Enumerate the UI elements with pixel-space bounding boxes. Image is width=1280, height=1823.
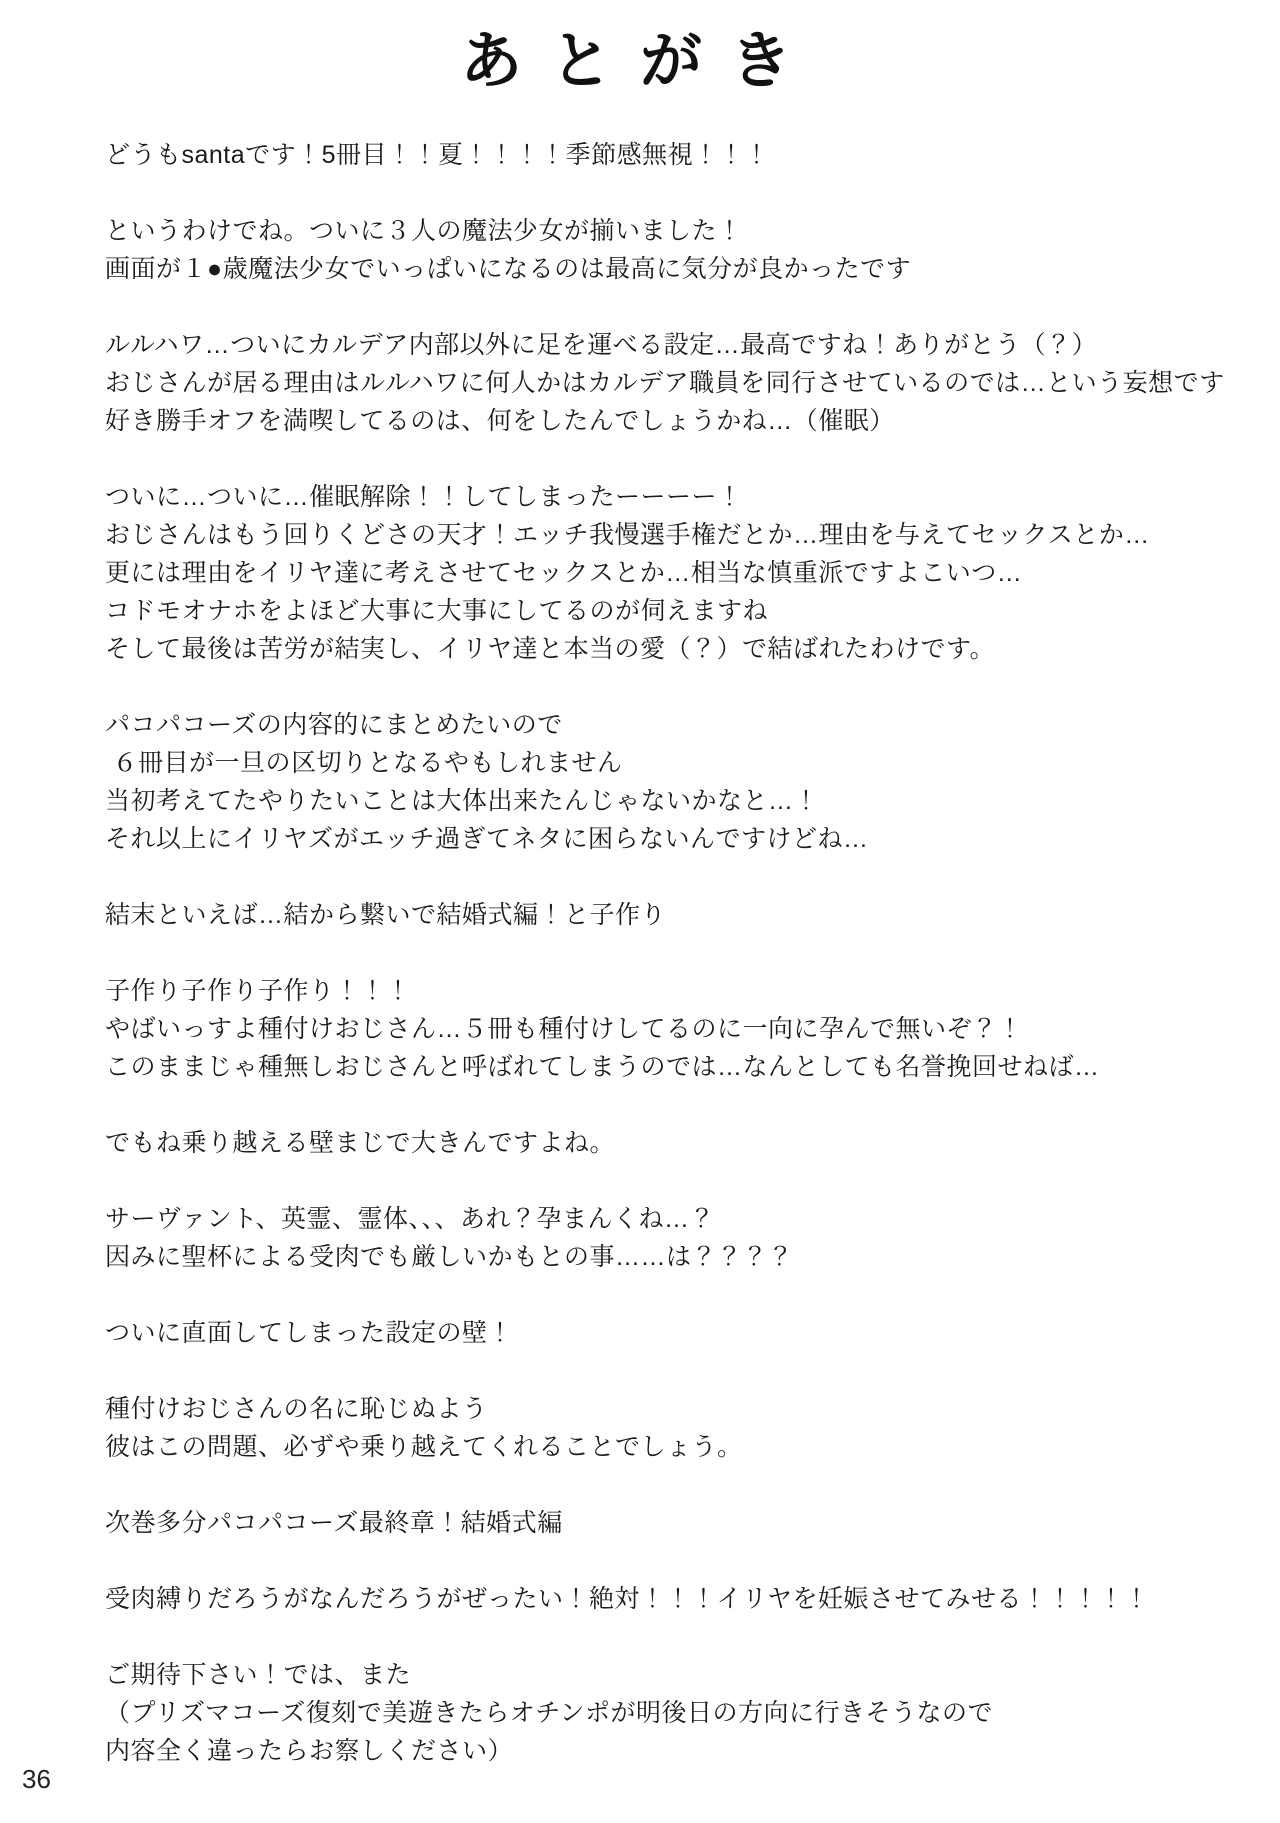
- text-line: サーヴァント、英霊、霊体、、、あれ？孕まんくね…？: [105, 1205, 716, 1233]
- text-line: 子作り子作り子作り！！！: [105, 977, 412, 1005]
- text-line: ルルハワ…ついにカルデア内部以外に足を運べる設定…最高ですね！ありがとう（？）: [105, 331, 1098, 359]
- text-line: 次巻多分パコパコーズ最終章！結婚式編: [105, 1509, 563, 1537]
- text-line: 受肉縛りだろうがなんだろうがぜったい！絶対！！！イリヤを妊娠させてみせる！！！！！: [105, 1585, 1150, 1613]
- text-line: ご期待下さい！では、また: [105, 1661, 412, 1689]
- paragraph: [105, 706, 1230, 858]
- text-line: パコパコーズの内容的にまとめたいので: [105, 711, 563, 739]
- paragraph: [105, 972, 1230, 1086]
- text-line: 結末といえば…結から繋いで結婚式編！と子作り: [105, 901, 667, 929]
- text-line: 更には理由をイリヤ達に考えさせてセックスとか…相当な慎重派ですよこいつ…: [105, 559, 1023, 587]
- text-line: このままじゃ種無しおじさんと呼ばれてしまうのでは…なんとしても名誉挽回せねば…: [105, 1053, 1100, 1081]
- paragraph: [105, 1124, 1230, 1162]
- text-line: というわけでね。ついに３人の魔法少女が揃いました！: [105, 217, 743, 245]
- paragraph: [105, 1656, 1230, 1770]
- text-line: コドモオナホをよほど大事に大事にしてるのが伺えますね: [105, 597, 769, 625]
- paragraph: [105, 212, 1230, 288]
- text-line: （プリズマコーズ復刻で美遊きたらオチンポが明後日の方向に行きそうなので: [105, 1699, 994, 1727]
- text-line: 因みに聖杯による受肉でも厳しいかもとの事……は？？？？: [105, 1243, 794, 1271]
- text-line: どうもsantaです！5冊目！！夏！！！！季節感無視！！！: [105, 141, 770, 169]
- paragraph: [105, 1580, 1230, 1618]
- page-number: 36: [22, 1764, 51, 1794]
- text-line: 種付けおじさんの名に恥じぬよう: [105, 1395, 488, 1423]
- text-line: 彼はこの問題、必ずや乗り越えてくれることでしょう。: [105, 1433, 743, 1461]
- text-line: ６冊目が一旦の区切りとなるやもしれません: [105, 749, 623, 777]
- text-line: 好き勝手オフを満喫してるのは、何をしたんでしょうかね…（催眠）: [105, 407, 895, 435]
- text-line: それ以上にイリヤズがエッチ過ぎてネタに困らないんですけどね…: [105, 825, 869, 853]
- text-line: やばいっすよ種付けおじさん…５冊も種付けしてるのに一向に孕んで無いぞ？！: [105, 1015, 1024, 1043]
- paragraph: [105, 326, 1230, 440]
- text-line: ついに…ついに…催眠解除！！してしまったーーーー！: [105, 483, 743, 511]
- text-line: 当初考えてたやりたいことは大体出来たんじゃないかなと…！: [105, 787, 820, 815]
- text-line: そして最後は苦労が結実し、イリヤ達と本当の愛（？）で結ばれたわけです。: [105, 635, 996, 663]
- text-line: ついに直面してしまった設定の壁！: [105, 1319, 514, 1347]
- paragraph: [105, 136, 1230, 174]
- text-line: おじさんはもう回りくどさの天才！エッチ我慢選手権だとか…理由を与えてセックスとか…: [105, 521, 1150, 549]
- paragraph: [105, 1504, 1230, 1542]
- text-line: おじさんが居る理由はルルハワに何人かはカルデア職員を同行させているのでは…という妄想です: [105, 369, 1225, 397]
- text-line: 画面が１●歳魔法少女でいっぱいになるのは最高に気分が良かったです: [105, 255, 912, 283]
- page-title: あとがき: [460, 27, 820, 96]
- paragraph: [105, 896, 1230, 934]
- paragraph: [105, 1390, 1230, 1466]
- paragraph: [105, 1200, 1230, 1276]
- text-line: でもね乗り越える壁まじで大きんですよね。: [105, 1129, 616, 1157]
- paragraph: [105, 478, 1230, 668]
- paragraph: [105, 1314, 1230, 1352]
- afterword-body: [0, 98, 1280, 1770]
- text-line: 内容全く違ったらお察しください）: [105, 1737, 514, 1765]
